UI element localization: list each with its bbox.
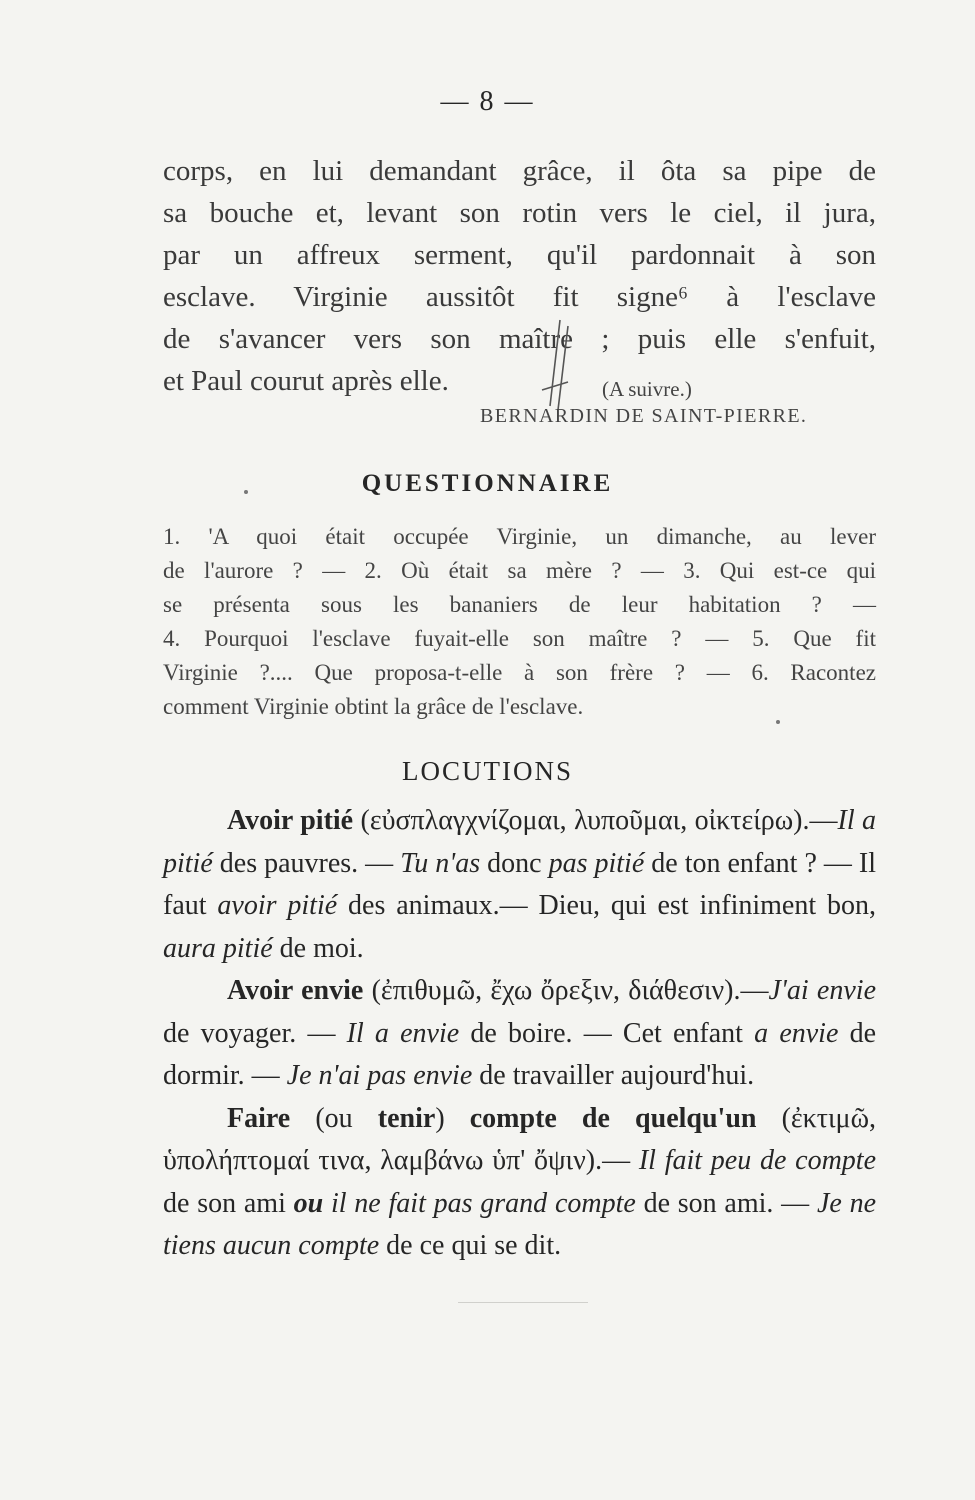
locution-entry: Avoir envie (ἐπιθυμῶ, ἔχω ὄρεξιν, διάθεσιν).—J'ai envie de voyager. — Il a envie de boire. — Cet enfant a envie de dormir. — Je n'ai pas envie de travailler aujourd'hui. (163, 975, 877, 1091)
example-italic: Il a envie (346, 1017, 460, 1049)
locutions-title: LOCUTIONS (402, 756, 573, 786)
example-text: de son ami. — (635, 1187, 817, 1219)
narrative-line: de s'avancer vers son maître ; puis elle s'enfuit, (163, 323, 876, 355)
locution-term: Faire (227, 1102, 291, 1134)
example-text: donc (480, 847, 549, 879)
narrative-line: et Paul courut après elle. (163, 365, 449, 397)
to-follow-note: (A suivre.) (602, 377, 692, 401)
example-italic: Il a pitié (163, 805, 877, 879)
example-italic: avoir pitié (217, 890, 338, 921)
example-text: de boire. — Cet enfant (459, 1017, 755, 1049)
example-italic: Tu n'as (400, 847, 481, 879)
author-signature: BERNARDIN DE SAINT-PIERRE. (480, 405, 808, 427)
question-line: de l'aurore ? — 2. Où était sa mère ? — 3. Qui est-ce qui (163, 558, 876, 583)
example-italic: aura pitié (163, 932, 273, 964)
locution-term: tenir (377, 1102, 436, 1134)
locution-term-paren: ) (435, 1102, 470, 1134)
greek-gloss: (ἐκτιμῶ, ὑπολήπτομαί τινα, λαμβάνω ὑπ' ὄψιν). (163, 1102, 876, 1176)
question-line: comment Virginie obtint la grâce de l'esclave. (163, 694, 584, 719)
example-text: de ton enfant ? — Il faut (163, 847, 876, 921)
example-italic: Je n'ai pas envie (286, 1060, 473, 1091)
example-text: de moi. (272, 932, 364, 964)
greek-gloss: (ἐπιθυμῶ, ἔχω ὄρεξιν, διάθεσιν). (371, 975, 741, 1006)
narrative-line: esclave. Virginie aussitôt fit signe⁶ à l'esclave (163, 281, 876, 313)
questionnaire-title: QUESTIONNAIRE (361, 470, 614, 497)
narrative-line: sa bouche et, levant son rotin vers le ciel, il jura, (163, 197, 876, 229)
example-italic: Je ne tiens aucun compte (163, 1187, 877, 1261)
page-number: — 8 — (440, 86, 535, 117)
locution-term: Avoir envie (227, 975, 364, 1006)
locution-entry: Avoir pitié (εὐσπλαγχνίζομαι, λυποῦμαι, οἰκτείρω).—Il a pitié des pauvres. — Tu n'as donc pas pitié de ton enfant ? — Il faut avoir pitié des animaux.— Dieu, qui est infiniment bon, aura pitié de moi. (163, 805, 877, 964)
example-italic: Il fait peu de compte (638, 1145, 877, 1176)
example-text: de ce qui se dit. (379, 1230, 562, 1261)
example-italic: J'ai envie (768, 975, 876, 1006)
example-text: de son ami (163, 1187, 294, 1219)
narrative-line: corps, en lui demandant grâce, il ôta sa pipe de (163, 155, 876, 187)
question-line: se présenta sous les bananiers de leur habitation ? — (163, 592, 876, 617)
locution-term: compte de quelqu'un (469, 1102, 757, 1134)
questionnaire-text (163, 520, 876, 724)
example-italic: pas pitié (548, 847, 645, 879)
locutions-list (163, 800, 876, 1268)
example-text: de dormir. — (163, 1017, 877, 1091)
example-text: de voyager. — (163, 1017, 347, 1049)
example-italic: il ne fait pas grand compte (330, 1187, 636, 1219)
page-rule (458, 1302, 588, 1303)
question-line: 4. Pourquoi l'esclave fuyait-elle son maître ? — 5. Que fit (163, 626, 876, 651)
example-text: de travailler aujourd'hui. (472, 1060, 755, 1091)
locution-entry: Faire (ou tenir) compte de quelqu'un (ἐκτιμῶ, ὑπολήπτομαί τινα, λαμβάνω ὑπ' ὄψιν).— Il fait peu de compte de son ami ou il ne fait pas grand compte de son ami. — Je ne tiens aucun compte de ce qui se dit. (163, 1102, 877, 1261)
example-italic: a envie (754, 1017, 839, 1049)
example-text: des pauvres. — (212, 847, 401, 879)
example-text: des animaux.— Dieu, qui est infiniment bon, (337, 890, 877, 921)
narrative-line: par un affreux serment, qu'il pardonnait à son (163, 239, 876, 271)
locution-term: Avoir pitié (227, 805, 354, 836)
handwritten-mark (528, 316, 588, 410)
question-line: Virginie ?.... Que proposa-t-elle à son frère ? — 6. Racontez (163, 660, 876, 685)
question-line: 1. 'A quoi était occupée Virginie, un dimanche, au lever (163, 524, 876, 549)
example-italic: ou (293, 1187, 324, 1219)
narrative-text (163, 150, 876, 402)
greek-gloss: (εὐσπλαγχνίζομαι, λυποῦμαι, οἰκτείρω). (360, 805, 810, 836)
locution-term-paren: (ou (290, 1102, 378, 1134)
